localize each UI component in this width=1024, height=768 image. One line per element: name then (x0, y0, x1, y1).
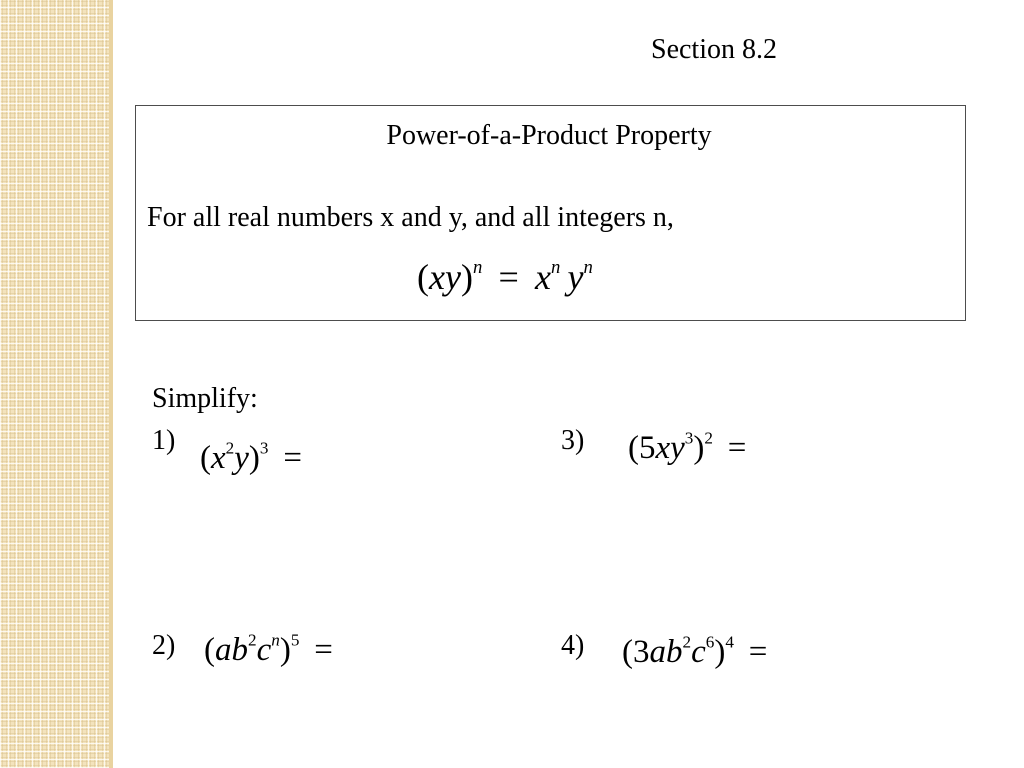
problem-2-outer-exponent: 5 (290, 630, 300, 650)
side-band-edge (109, 0, 113, 768)
problem-3-var1-exponent: 3 (684, 428, 694, 448)
problem-2-open-paren: ( (204, 632, 215, 668)
formula-close-paren: ) (460, 257, 473, 297)
problem-1-equals: = (283, 440, 302, 476)
problem-4-var2-exponent: 6 (705, 632, 715, 652)
problem-1-var1-exponent: 2 (225, 438, 235, 458)
simplify-label: Simplify: (152, 383, 258, 414)
property-formula (417, 256, 593, 298)
problem-4-expression (622, 634, 767, 671)
problem-3-equals: = (727, 430, 747, 466)
problem-1-outer-exponent: 3 (259, 438, 269, 458)
property-box (135, 105, 966, 321)
problem-1-number: 1) (152, 425, 176, 456)
problem-3-open-paren: ( (628, 430, 639, 466)
problem-4-var1: ab (649, 634, 683, 670)
problem-4-coefficient: 3 (633, 634, 650, 670)
formula-rhs-var2: y (567, 257, 584, 297)
formula-rhs-exp2: n (583, 257, 593, 279)
property-statement: For all real numbers x and y, and all integers n, (147, 202, 674, 233)
problem-3-var1: xy (655, 430, 685, 466)
problem-2-var2: c (256, 632, 272, 668)
problem-2-var2-exponent: n (271, 630, 280, 650)
formula-rhs-exp1: n (551, 257, 561, 279)
problem-4-close-paren: ) (714, 634, 726, 670)
problem-1-close-paren: ) (248, 440, 260, 476)
problem-1-expression (200, 440, 302, 477)
decorative-side-band (0, 0, 113, 768)
formula-exponent: n (472, 257, 483, 279)
problem-4-equals: = (748, 634, 768, 670)
problem-2-number: 2) (152, 630, 176, 661)
problem-2-var1-exponent: 2 (248, 630, 257, 650)
problem-3-number: 3) (561, 425, 585, 456)
problem-3-coefficient: 5 (639, 430, 656, 466)
problem-4-outer-exponent: 4 (725, 632, 734, 652)
property-title: Power-of-a-Product Property (386, 120, 712, 151)
problem-4-var1-exponent: 2 (682, 632, 692, 652)
problem-2-equals: = (314, 632, 333, 668)
formula-base-var1: x (429, 257, 445, 297)
problem-2-expression (204, 632, 333, 669)
problem-3-expression (628, 430, 746, 467)
problem-4-number: 4) (561, 630, 585, 661)
problem-4-var2: c (691, 634, 706, 670)
formula-equals: = (498, 257, 519, 297)
section-title: Section 8.2 (651, 34, 777, 65)
problem-2-close-paren: ) (279, 632, 291, 668)
formula-base-var2: y (444, 257, 461, 297)
formula-open-paren: ( (417, 257, 429, 297)
problem-1-open-paren: ( (200, 440, 211, 476)
problem-1-var2: y (234, 440, 249, 476)
problem-3-close-paren: ) (693, 430, 705, 466)
problem-1-var1: x (211, 440, 226, 476)
problem-3-outer-exponent: 2 (704, 428, 713, 448)
problem-2-var1: ab (215, 632, 248, 668)
formula-rhs-var1: x (535, 257, 551, 297)
problem-4-open-paren: ( (622, 634, 633, 670)
